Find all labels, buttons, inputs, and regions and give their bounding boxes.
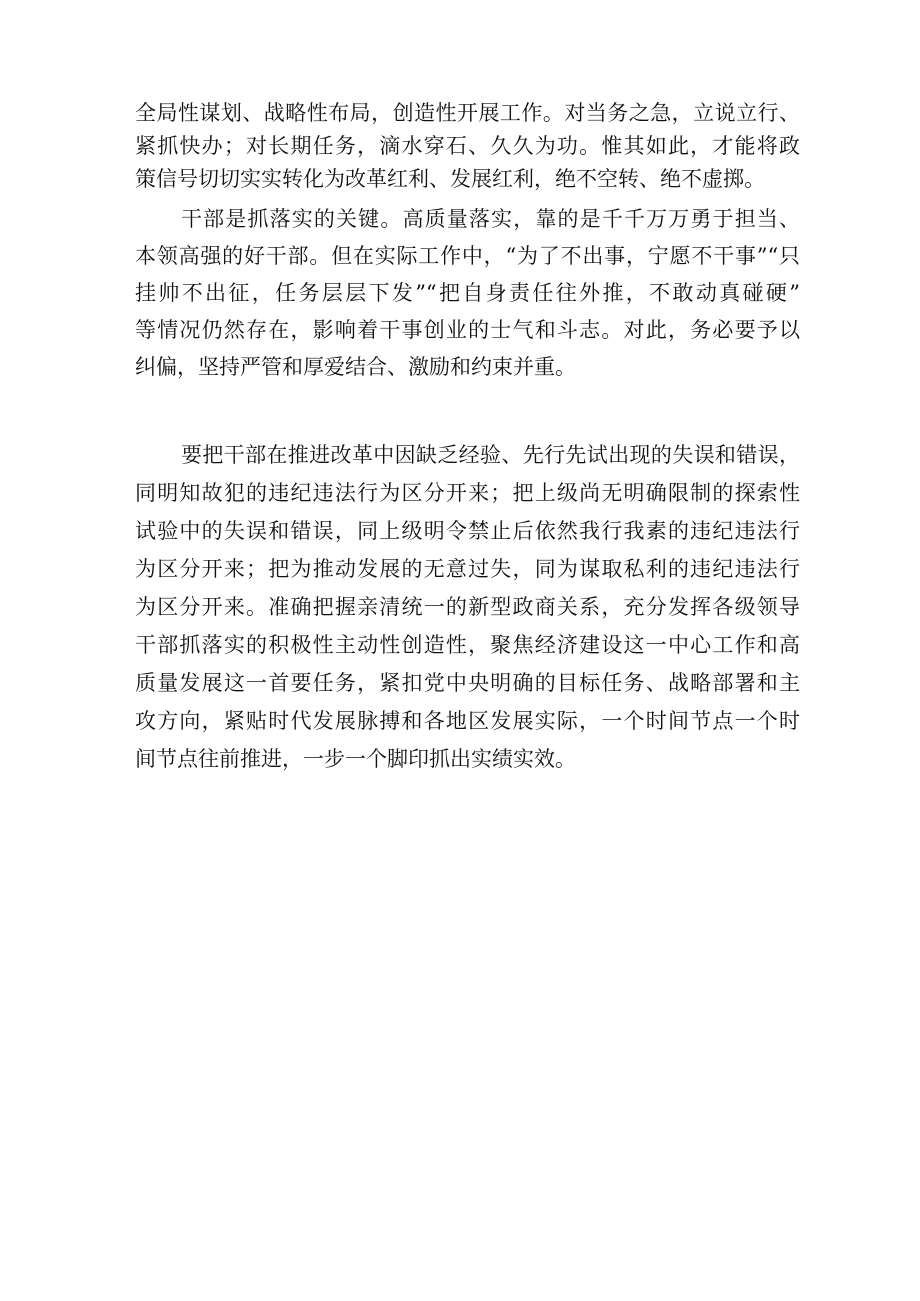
paragraph-line: 要把干部在推进改革中因缺乏经验、先行先试出现的失误和错误， [181,443,800,467]
paragraph-line: 干部抓落实的积极性主动性创造性，聚焦经济建设这一中心工作和高 [135,633,800,657]
paragraph-line: 紧抓快办；对长期任务，滴水穿石、久久为功。惟其如此，才能将政 [135,134,800,158]
paragraph-line: 等情况仍然存在，影响着干事创业的士气和斗志。对此，务必要予以 [135,318,800,342]
paragraph-line: 挂帅不出征，任务层层下发”“把自身责任往外推，不敢动真碰硬” [135,281,800,305]
paragraph-line: 试验中的失误和错误，同上级明令禁止后依然我行我素的违纪违法行 [135,519,800,543]
paragraph-2 [135,201,800,386]
paragraph-line: 同明知故犯的违纪违法行为区分开来；把上级尚无明确限制的探索性 [135,481,800,505]
paragraph-line: 纠偏，坚持严管和厚爱结合、激励和约束并重。 [135,355,576,379]
paragraph-line: 干部是抓落实的关键。高质量落实，靠的是千千万万勇于担当、 [181,207,800,231]
paragraph-line: 质量发展这一首要任务，紧扣党中央明确的目标任务、战略部署和主 [135,671,800,695]
paragraph-line: 攻方向，紧贴时代发展脉搏和各地区发展实际，一个时间节点一个时 [135,709,800,733]
paragraph-line: 本领高强的好干部。但在实际工作中，“为了不出事，宁愿不干事”“只 [135,244,800,268]
paragraph-line: 策信号切切实实转化为改革红利、发展红利，绝不空转、绝不虚掷。 [135,167,765,191]
paragraph-line: 为区分开来；把为推动发展的无意过失，同为谋取私利的违纪违法行 [135,557,800,581]
paragraph-line: 间节点往前推进，一步一个脚印抓出实绩实效。 [135,747,576,771]
paragraph-1 [135,97,800,196]
paragraph-line: 为区分开来。准确把握亲清统一的新型政商关系，充分发挥各级领导 [135,595,800,619]
paragraph-line: 全局性谋划、战略性布局，创造性开展工作。对当务之急，立说立行、 [135,101,800,125]
paragraph-3 [135,436,800,778]
